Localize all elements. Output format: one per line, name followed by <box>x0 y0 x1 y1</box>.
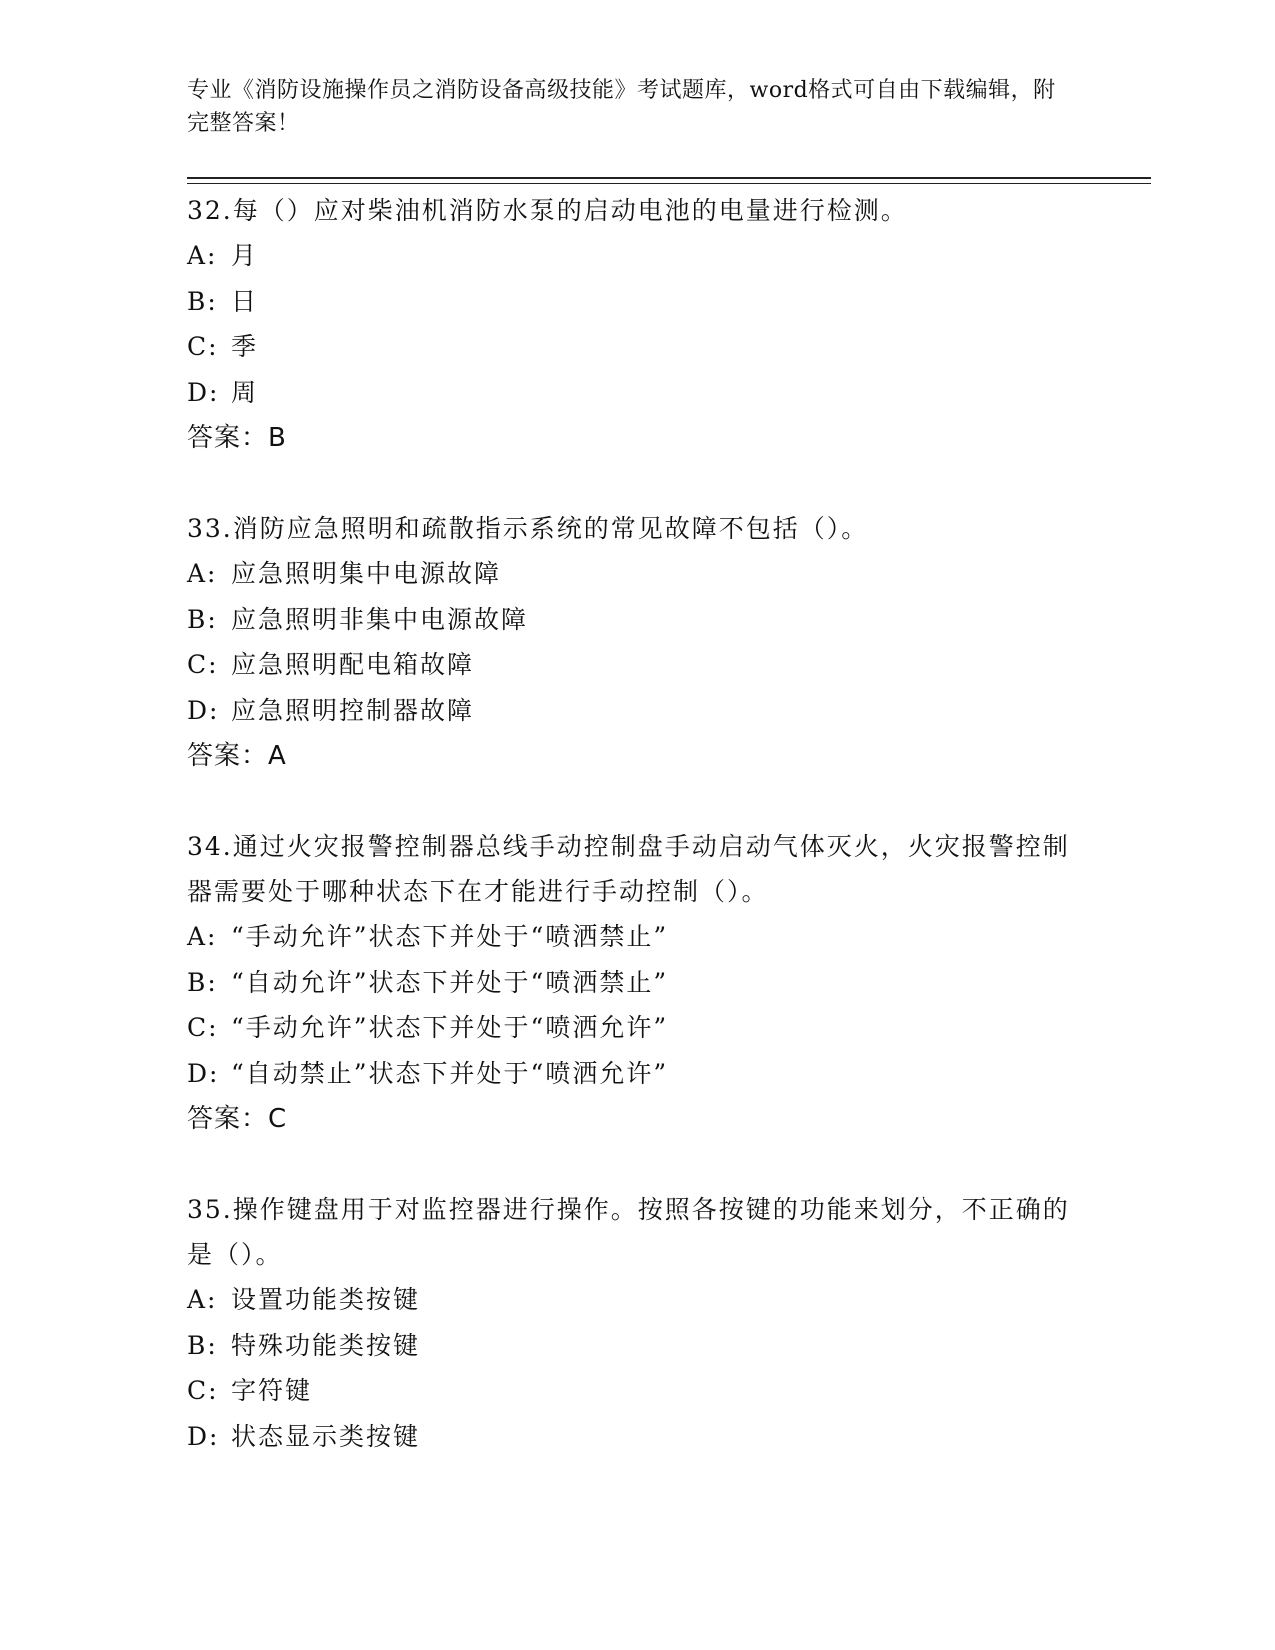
option-a <box>187 233 1087 279</box>
option-text: 应急照明集中电源故障 <box>231 559 502 588</box>
option-key: B: <box>187 967 218 997</box>
option-key: C: <box>187 332 219 361</box>
option-c <box>187 642 1087 688</box>
option-text: “手动允许”状态下并处于“喷洒禁止” <box>231 922 669 951</box>
option-key: B: <box>187 1330 218 1360</box>
question-stem: 33.消防应急照明和疏散指示系统的常见故障不包括（）。 <box>187 514 869 543</box>
option-list <box>187 914 1087 1096</box>
question-stem: 32.每（）应对柴油机消防水泵的启动电池的电量进行检测。 <box>187 196 908 225</box>
option-a <box>187 1277 1087 1323</box>
option-d <box>187 1051 1087 1097</box>
option-key: C: <box>187 1013 219 1042</box>
question-33 <box>187 506 1087 779</box>
option-text: 日 <box>231 286 259 316</box>
option-text: 特殊功能类按键 <box>231 1330 421 1360</box>
option-c <box>187 1005 1087 1051</box>
answer-line: 答案：C <box>187 1104 288 1134</box>
option-key: A: <box>187 922 218 951</box>
option-key: D: <box>187 1058 220 1088</box>
option-d <box>187 1414 1087 1460</box>
question-32 <box>187 188 1087 461</box>
option-a <box>187 914 1087 960</box>
question-stem: 34.通过火灾报警控制器总线手动控制盘手动启动气体灭火，火灾报警控制器需要处于哪种状态下在才能进行手动控制（）。 <box>187 832 1070 906</box>
option-text: “自动允许”状态下并处于“喷洒禁止” <box>231 967 669 997</box>
option-b <box>187 1323 1087 1369</box>
option-key: D: <box>187 1421 220 1451</box>
option-b <box>187 960 1087 1006</box>
option-text: 状态显示类按键 <box>231 1421 421 1451</box>
option-list <box>187 233 1087 415</box>
option-c <box>187 324 1087 370</box>
option-text: 字符键 <box>231 1376 313 1405</box>
header-divider-thin <box>187 183 1151 184</box>
question-stem: 35.操作键盘用于对监控器进行操作。按照各按键的功能来划分，不正确的是（）。 <box>187 1195 1070 1269</box>
option-b <box>187 279 1087 325</box>
option-text: 应急照明非集中电源故障 <box>231 604 529 634</box>
question-34 <box>187 824 1087 1142</box>
option-text: “自动禁止”状态下并处于“喷洒允许” <box>231 1058 669 1088</box>
option-text: 月 <box>231 241 259 270</box>
option-a <box>187 551 1087 597</box>
option-key: D: <box>187 377 220 407</box>
option-d <box>187 370 1087 416</box>
option-key: C: <box>187 650 219 679</box>
option-key: C: <box>187 1376 219 1405</box>
option-key: A: <box>187 559 218 588</box>
answer-line: 答案：B <box>187 423 287 453</box>
option-key: A: <box>187 1285 218 1314</box>
option-b <box>187 597 1087 643</box>
header-divider-thick <box>187 177 1151 179</box>
option-key: D: <box>187 695 220 725</box>
option-list <box>187 1277 1087 1459</box>
option-text: 季 <box>231 332 259 361</box>
option-text: “手动允许”状态下并处于“喷洒允许” <box>231 1013 669 1042</box>
document-header: 专业《消防设施操作员之消防设备高级技能》考试题库，word格式可自由下载编辑，附完整答案！ <box>187 78 1056 136</box>
option-text: 周 <box>231 377 259 407</box>
option-d <box>187 688 1087 734</box>
option-text: 应急照明配电箱故障 <box>231 650 475 679</box>
answer-line: 答案：A <box>187 741 287 771</box>
option-c <box>187 1368 1087 1414</box>
option-text: 设置功能类按键 <box>231 1285 421 1314</box>
option-key: B: <box>187 286 218 316</box>
option-text: 应急照明控制器故障 <box>231 695 475 725</box>
option-key: A: <box>187 241 218 270</box>
option-key: B: <box>187 604 218 634</box>
question-35 <box>187 1187 1087 1459</box>
option-list <box>187 551 1087 733</box>
